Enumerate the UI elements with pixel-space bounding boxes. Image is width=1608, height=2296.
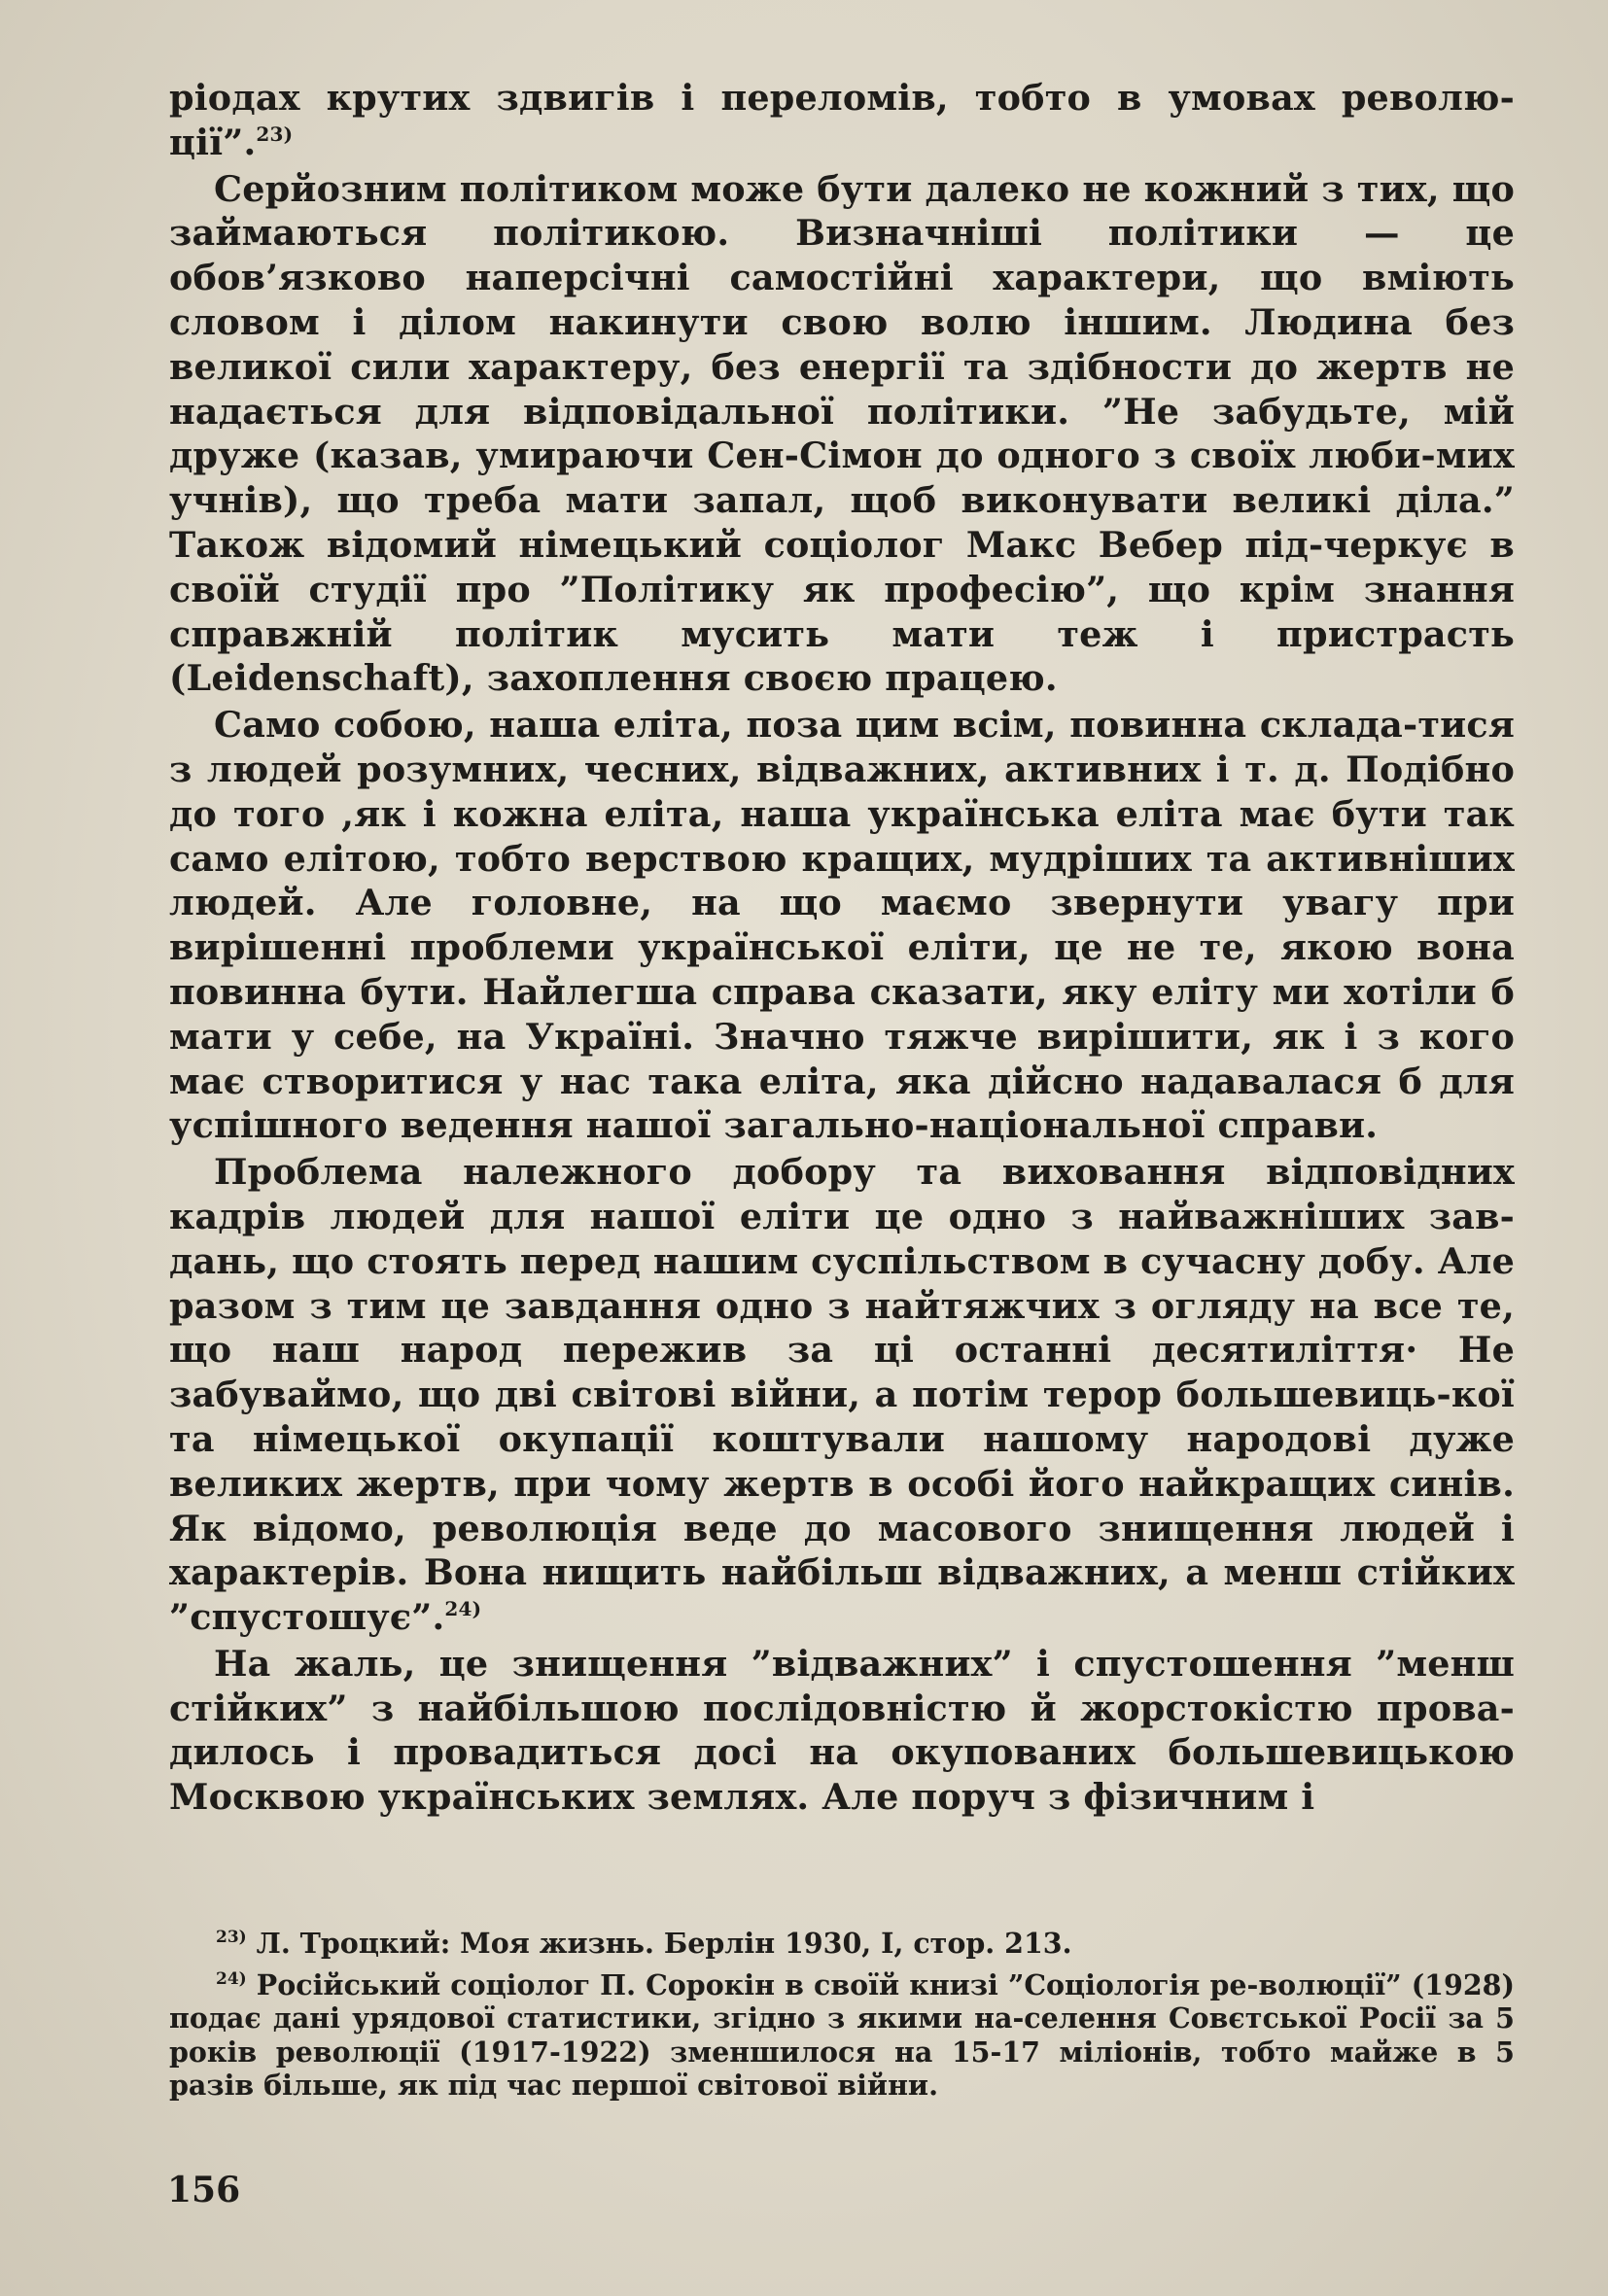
paragraph-destruction	[169, 1642, 1515, 1820]
footnote-marker: 23)	[216, 1928, 247, 1947]
footnotes	[169, 1927, 1515, 2110]
paragraph-elite-selection	[169, 1150, 1515, 1640]
paragraph-politicians	[169, 167, 1515, 702]
footnote-ref-23: 23)	[256, 122, 294, 146]
paragraph-text: ріодах крутих здвигів і переломів, тобто в умовах револю-ції”.	[169, 77, 1515, 163]
page-number: 156	[167, 2170, 241, 2210]
paragraph-continuation	[169, 76, 1515, 165]
paragraph-text: На жаль, це знищення ”відважних” і спустошення ”менш стійких” з найбільшою послідовністю й жорстокістю прова-дилось і провадиться досі на окупованих большевицькою Москвою українських землях. Але поруч з фізичним і	[169, 1642, 1515, 1819]
footnote-ref-24: 24)	[444, 1597, 482, 1621]
footnote-text: Російський соціолог П. Сорокін в своїй книзі ”Соціологія ре-волюції” (1928) подає дані урядової статистики, згідно з якими на-селення Совєтської Росії за 5 років революції (1917-1922) зменшилося на 15-17 міліонів, тобто майже в 5 разів більше, як під час першої світової війни.	[169, 1967, 1515, 2102]
paragraph-text: Само собою, наша еліта, поза цим всім, повинна склада-тися з людей розумних, чесних, відважних, активних і т. д. Подібно до того ,як і кожна еліта, наша українська еліта має бути так само елітою, тобто верствою кращих, мудріших та активніших людей. Але головне, на що маємо звернути увагу при вирішенні проблеми української еліти, це не те, якою вона повинна бути. Найлегша справа сказати, яку еліту ми хотіли б мати у себе, на Україні. Значно тяжче вирішити, як і з кого має створитися у нас така еліта, яка дійсно надавалася б для успішного ведення нашої загально-національної справи.	[169, 704, 1515, 1147]
footnote-text: Л. Троцкий: Моя жизнь. Берлін 1930, I, стор. 213.	[246, 1927, 1072, 1960]
footnote-24	[169, 1968, 1515, 2103]
paragraph-text: Серйозним політиком може бути далеко не кожний з тих, що займаються політикою. Визначніші політики — це обов’язково наперсічні самостійні характери, що вміють словом і ділом накинути свою волю іншим. Людина без великої сили характеру, без енергії та здібности до жертв не надається для відповідальної політики. ”Не забудьте, мій друже (казав, умираючи Сен-Сімон до одного з своїх люби-мих учнів), що треба мати запал, щоб виконувати великі діла.” Також відомий німецький соціолог Макс Вебер під-черкує в своїй студії про ”Політику як професію”, що крім знання справжній політик мусить мати теж і пристрасть (Leidenschaft), захоплення своєю працею.	[169, 167, 1515, 700]
footnote-23	[169, 1927, 1515, 1961]
main-text	[169, 76, 1515, 1820]
footnote-marker: 24)	[216, 1968, 247, 1989]
paragraph-text: Проблема належного добору та виховання відповідних кадрів людей для нашої еліти це одно з найважніших зав-дань, що стоять перед нашим суспільством в сучасну добу. Але разом з тим це завдання одно з найтяжчих з огляду на все те, що наш народ пережив за ці останні десятиліття· Не забуваймо, що дві світові війни, а потім терор большевиць-кої та німецької окупації коштували нашому народові дуже великих жертв, при чому жертв в особі його найкращих синів. Як відомо, революція веде до масового знищення людей і характерів. Вона нищить найбільш відважних, а менш стійких ”спустошує”.	[169, 1151, 1515, 1639]
paragraph-elite-qualities	[169, 703, 1515, 1148]
